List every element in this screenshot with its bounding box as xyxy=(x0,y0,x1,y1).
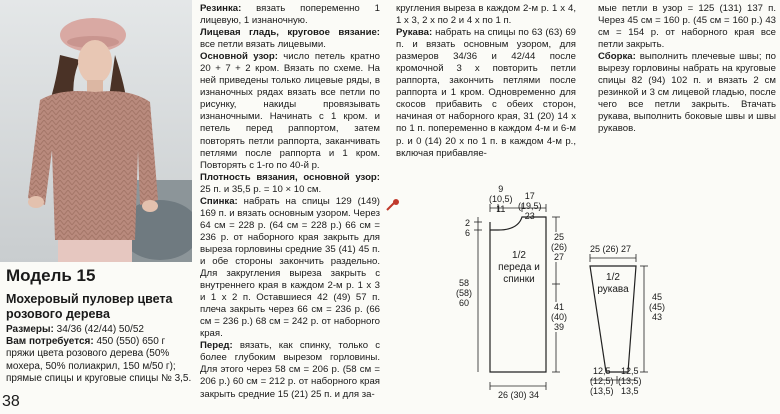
paragraph xyxy=(200,3,380,27)
model-info xyxy=(6,324,196,385)
paragraph xyxy=(396,27,576,160)
paragraph-text: кругления выреза в каждом 2-м р. 1 х 4, 1 х 3, 2 х по 2 и 4 х по 1 п. xyxy=(396,3,576,27)
materials-label: Вам потребуется: xyxy=(6,336,94,348)
sizes-value: 34/36 (42/44) 50/52 xyxy=(53,324,144,335)
paragraph-heading: Перед: xyxy=(200,340,233,352)
paragraph-heading: Резинка: xyxy=(200,3,242,14)
model-title: Модель 15 xyxy=(6,266,96,285)
instructions-column-3 xyxy=(598,3,776,136)
paragraph xyxy=(200,340,380,400)
paragraph-text: мые петли в узор = 125 (131) 137 п. Через 45 см = 160 р. (45 см = 160 р.) 43 см = 154 р. от наборного края все петли закрыть. xyxy=(598,3,776,51)
paragraph-text: набрать на спицы по 63 (63) 69 п. и вязать основным узором, для размеров 34/36 и 42/44 после кромочной 3 х повторить петли раппорта, закончить петлями после раппорта и 1 кром. Одновременно для скосов прибавить с обеих сторон, начиная от наборного края, 31 (20) 14 х по 1 п. попеременно в каждом 4-м и 6-м р. и 0 (14) 20 х по 1 п. в каждом 4-м р., включая прибавляе- xyxy=(396,27,576,159)
sizes-label: Размеры: xyxy=(6,324,54,335)
model-photo xyxy=(0,0,192,262)
paragraph-heading: Сборка: xyxy=(598,51,636,63)
paragraph-text: 25 п. и 35,5 р. = 10 × 10 см. xyxy=(200,183,322,195)
total-height-label: 58 (58) 60 xyxy=(456,278,473,308)
paragraph-heading: Рукава: xyxy=(396,27,433,39)
pattern-reference-icon xyxy=(385,198,401,219)
sleeve-piece-label: 1/2 рукава xyxy=(597,272,629,295)
paragraph xyxy=(200,51,380,171)
paragraph xyxy=(396,3,576,27)
schematics xyxy=(440,180,780,414)
page-number: 38 xyxy=(2,393,20,410)
paragraph-heading: Основной узор: xyxy=(200,51,278,63)
paragraph-text: вязать, как спинку, только с более глубоким вырезом горловины. Для этого через 58 см = 206 р. (58 см = 206 р.) 60 см = 212 р. от наборного края закрыть средние 15 (21) 25 п. и для за- xyxy=(200,340,380,400)
sleeve-height-label: 45 (45) 43 xyxy=(649,292,666,322)
paragraph-heading: Плотность вязания, основной узор: xyxy=(200,171,380,183)
neck-drop-label: 2 6 xyxy=(465,218,471,238)
paragraph-text: число петель кратно 20 + 7 + 2 кром. Вязать по схеме. На ней приведены только лицевые ряды, в изнаночных рядах вязать все петли по рисунку, накиды провязывать изнаночными. Начинать с 1 кром. и петель перед раппортом, затем повторять петли раппорта, заканчивать петлями после раппорта и 1 кром. Повторять с 1-го по 40-й р. xyxy=(200,51,380,171)
paragraph xyxy=(200,172,380,196)
body-piece-label: 1/2 переда и спинки xyxy=(498,250,540,285)
paragraph-text: выполнить плечевые швы; по вырезу горловины набрать на круговые спицы 82 (94) 102 п. и вязать 2 см резинкой и 3 см лицевой гладью, после чего все петли закрыть. Втачать рукава, выполнить боковые швы и швы рукавов. xyxy=(598,51,776,135)
shoulder-width-label: 17 (19,5) 23 xyxy=(518,191,542,221)
bottom-width-label: 26 (30) 34 xyxy=(498,390,540,400)
paragraph-heading: Спинка: xyxy=(200,195,238,207)
materials-value: 450 (550) 650 г пряжи цвета розового дерева (50% мохера, 50% полиакрил, 150 м/50 г); прямые спицы и круговые спицы № 3,5. xyxy=(6,336,192,384)
paragraph-text: вязать попеременно 1 лицевую, 1 изнаночную. xyxy=(200,3,380,27)
sleeve-top-width-label: 25 (26) 27 xyxy=(590,244,632,254)
paragraph xyxy=(598,51,776,135)
paragraph-text: набрать на спицы 129 (149) 169 п. и вязать основным узором. Через 64 см = 228 р. (64 см = 228 р.) 66 см = 236 р. от наборного края закрыть для выреза горловины средние 35 (41) 45 п. и обе стороны закончить раздельно. Для закругления выреза закрыть с внутреннего края в каждом 2-м р. 1 х 3 и 1 х 2 п. Оставшиеся 42 (49) 57 п. плеча закрыть через 66 см = 236 р. (66 см = 236 р.) 68 см = 242 р. от наборного края. xyxy=(200,195,380,340)
model-subtitle: Мохеровый пуловер цвета розового дерева xyxy=(6,292,173,321)
instructions-column-2 xyxy=(396,3,576,160)
shoulder-height-label: 25 (26) 27 xyxy=(551,232,568,262)
sleeve-bottom-right-label: 12,5 (13,5) 13,5 xyxy=(618,366,642,396)
side-height-label: 41 (40) 39 xyxy=(551,302,568,332)
paragraph xyxy=(200,27,380,51)
paragraph-text: все петли вязать лицевыми. xyxy=(200,39,326,51)
paragraph-heading: Лицевая гладь, круговое вязание: xyxy=(200,27,380,39)
sleeve-bottom-left-label: 12,5 (12,5) (13,5) xyxy=(590,366,614,396)
paragraph xyxy=(598,3,776,51)
instructions-column-1 xyxy=(200,3,380,401)
paragraph xyxy=(200,196,380,341)
neck-width-label: 9 (10,5) 11 xyxy=(489,184,513,214)
